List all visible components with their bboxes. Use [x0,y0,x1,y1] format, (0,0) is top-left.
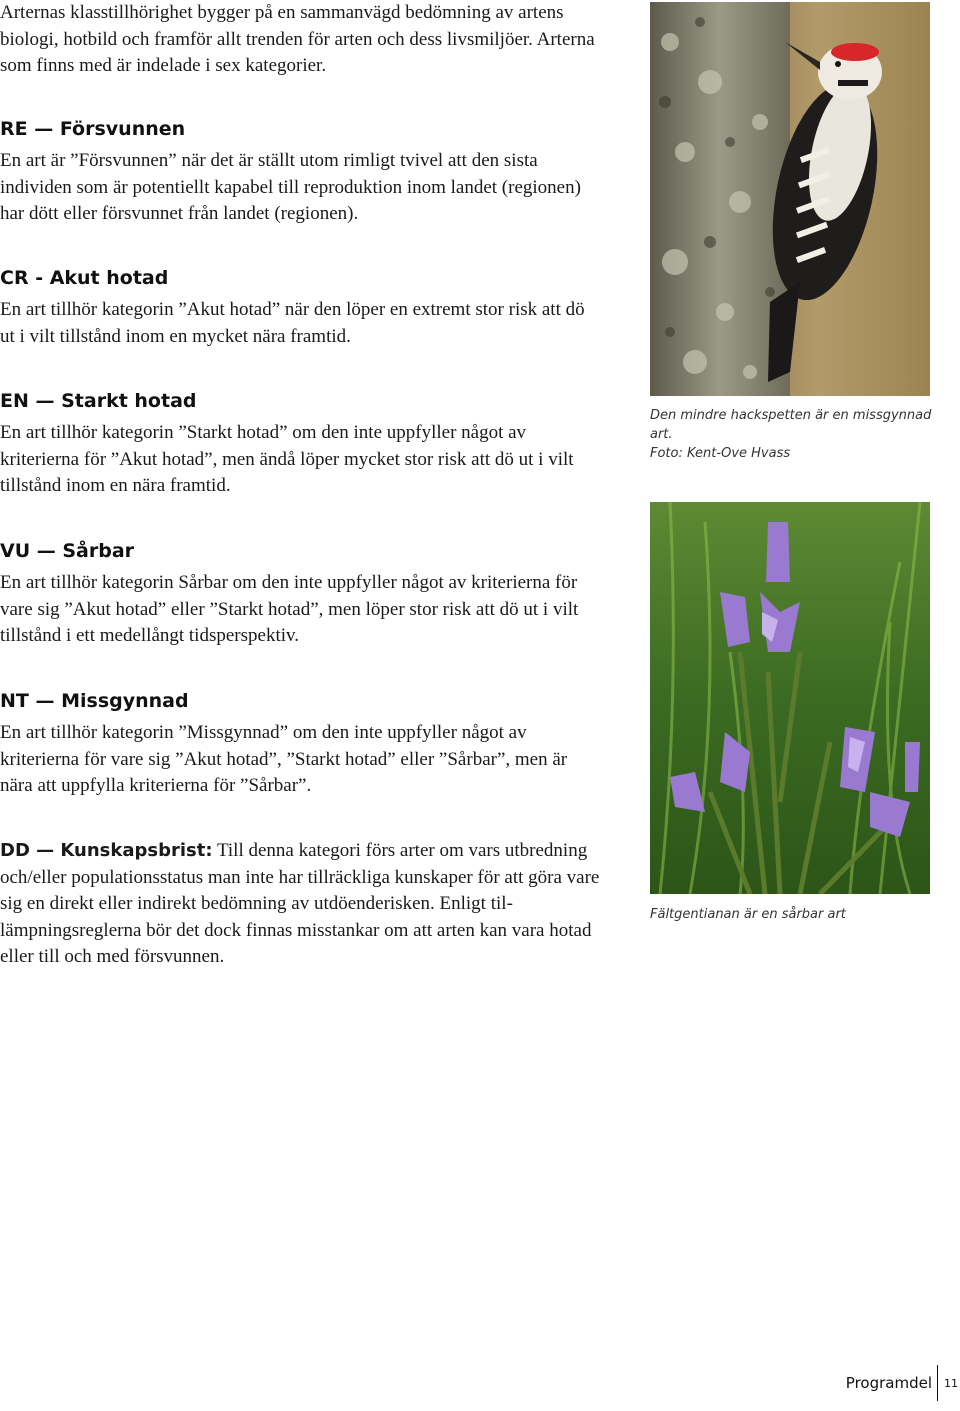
category-text: En art tillhör kategorin ”Starkt hotad” om den inte uppfyller något av kriterierna för ”Akut hotad”, men ändå löper mycket stor risk att dö ut i vilt tillstånd inom en nära framtid. [0,422,574,496]
section-label: Programdel [845,1374,932,1392]
category-vu [0,538,600,650]
intro-block [0,0,600,80]
intro-paragraph: Arternas klasstillhörighet bygger på en sammanvägd bedömning av artens biologi, hotbild och framför allt trenden för arten och dess livsmiljöer. Arterna som finns med är indelade i sex kategorier. [0,2,595,76]
gentian-photo [650,502,930,894]
footer-divider [937,1365,938,1401]
category-text: En art tillhör kategorin ”Missgynnad” om den inte uppfyller något av kriterierna för vare sig ”Akut hotad”, ”Starkt hotad” eller ”Sårbar”, men är nära att uppfylla kriterierna för ”Sårbar”. [0,722,568,796]
woodpecker-caption: Den mindre hackspetten är en missgynnad art. [650,408,932,442]
category-dd [0,838,600,971]
page-footer [760,1351,960,1411]
dd-lead: DD — Kunskapsbrist: [0,840,213,861]
category-heading: VU — Sårbar [0,540,135,562]
category-en [0,388,600,500]
category-heading: NT — Missgynnad [0,690,189,712]
dd-paragraph [0,838,600,971]
page-number: 11 [944,1377,958,1390]
woodpecker-image [650,2,930,396]
category-heading: CR - Akut hotad [0,267,169,289]
gentian-image [650,502,930,894]
woodpecker-caption-block [650,406,950,463]
category-nt [0,688,600,800]
category-heading: EN — Starkt hotad [0,390,197,412]
category-re [0,116,600,228]
category-text: En art tillhör kategorin ”Akut hotad” när den löper en extremt stor risk att dö ut i vilt tillstånd inom en mycket nära framtid. [0,299,585,347]
category-text: En art tillhör kategorin Sårbar om den inte uppfyller något av kriterierna för vare sig ”Akut hotad” eller ”Starkt hotad”, men löper stor risk att dö ut i vilt tillstånd i ett medellångt tidsperspektiv. [0,572,579,646]
gentian-caption: Fältgentianan är en sårbar art [650,907,846,922]
category-cr [0,265,600,350]
woodpecker-credit: Foto: Kent-Ove Hvass [650,446,791,461]
dd-text: Till denna kategori förs arter om vars utbredning och/eller populationsstatus man inte har tillräckliga kunskaper för att göra vare sig en direkt eller indirekt bedömning av utdöenderisken. Enligt tillämpningsreglerna bör det dock finnas misstankar om att arten kan vara hotad eller till och med försvunnen. [0,840,600,967]
gentian-caption-block [650,905,950,924]
category-heading: RE — Försvunnen [0,118,186,140]
woodpecker-photo [650,2,930,396]
category-text: En art är ”Försvunnen” när det är ställt utom rimligt tvivel att den sista individen som är potentiellt kapabel till reproduktion inom landet (regionen) har dött eller försvunnet från landet (regionen). [0,150,581,224]
